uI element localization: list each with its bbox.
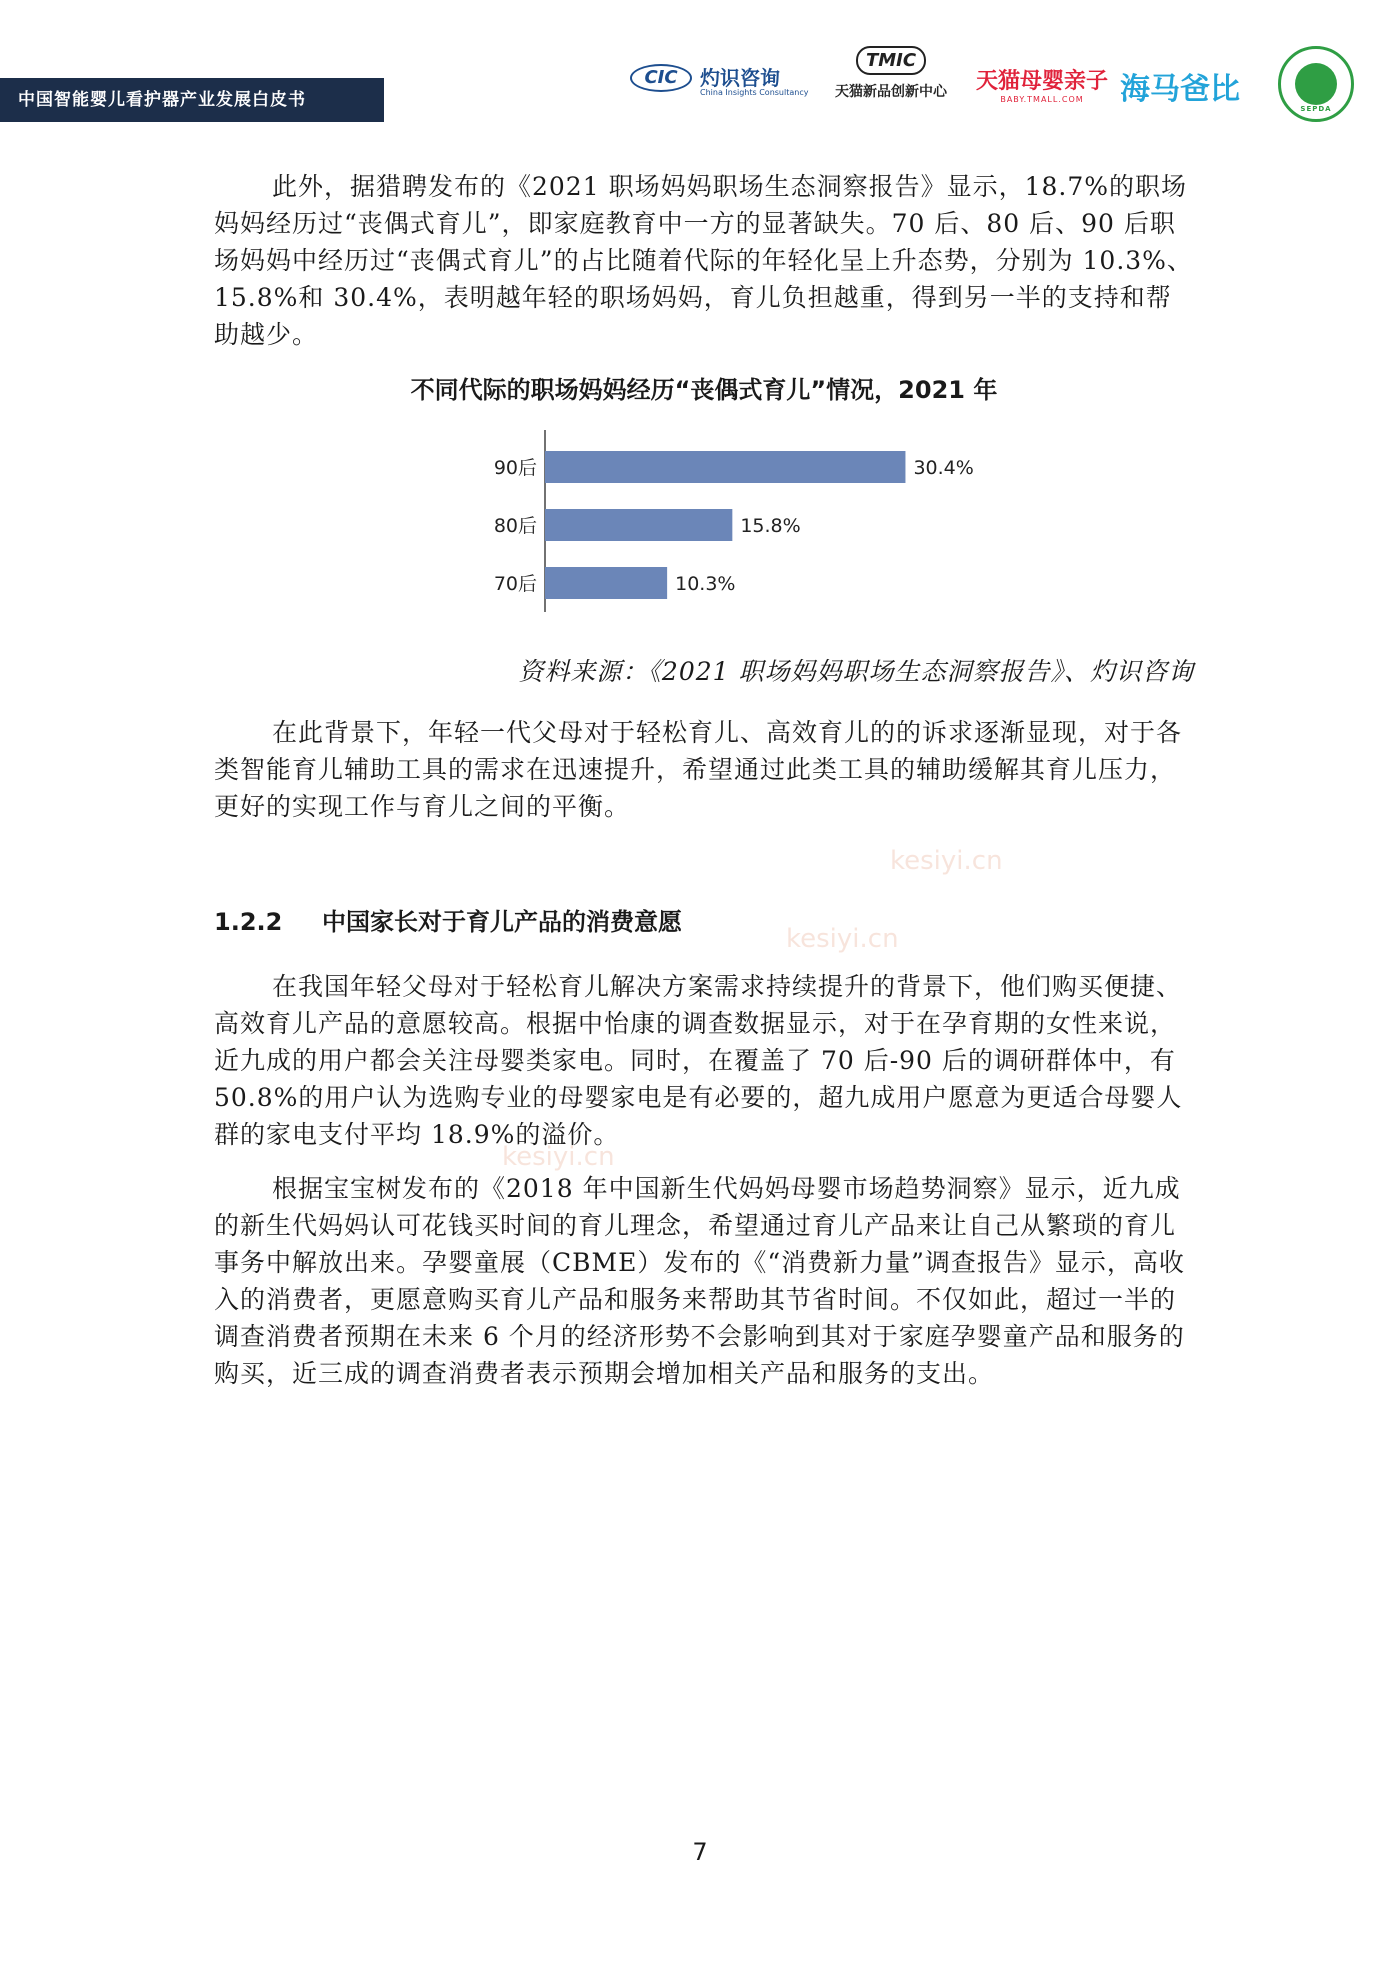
paragraph-background: 在此背景下，年轻一代父母对于轻松育儿、高效育儿的的诉求逐渐显现，对于各类智能育儿辅助工具的需求在迅速提升，希望通过此类工具的辅助缓解其育儿压力，更好的实现工作与育儿之间的平衡。	[214, 718, 1183, 821]
bar	[545, 509, 732, 541]
bar	[545, 567, 667, 599]
tmic-name-cn: 天猫新品创新中心	[835, 84, 947, 100]
cic-logo	[630, 62, 810, 102]
paragraph-dual-parenting: 此外，据猎聘发布的《2021 职场妈妈职场生态洞察报告》显示，18.7%的职场妈妈经历过“丧偶式育儿”，即家庭教育中一方的显著缺失。70 后、80 后、90 后职场妈妈中经历过“丧偶式育儿”的占比随着代际的年轻化呈上升态势，分别为 10.3%、15.8%和 30.4%，表明越年轻的职场妈妈，育儿负担越重，得到另一半的支持和帮助越少。	[214, 172, 1193, 349]
category-label: 90后	[493, 457, 537, 479]
document-title: 中国智能婴儿看护器产业发展白皮书	[18, 90, 306, 110]
value-label: 30.4%	[913, 457, 974, 479]
document-title-band	[0, 78, 384, 122]
tmic-logo	[826, 46, 956, 122]
tmic-mark: TMIC	[856, 46, 926, 75]
category-label: 70后	[493, 573, 537, 595]
sepda-name-en: SEPDA	[1300, 105, 1332, 113]
chart-source: 资料来源：《2021 职场妈妈职场生态洞察报告》、灼识咨询	[518, 657, 1194, 686]
watermark: kesiyi.cn	[502, 1142, 615, 1172]
sepda-emblem-icon	[1295, 63, 1337, 105]
partner-logos	[630, 40, 1360, 130]
watermark: kesiyi.cn	[890, 846, 1003, 876]
cic-name-en: China Insights Consultancy	[700, 88, 809, 97]
sepda-logo	[1278, 46, 1354, 122]
paragraph-babytree-report: 根据宝宝树发布的《2018 年中国新生代妈妈母婴市场趋势洞察》显示，近九成的新生代妈妈认可花钱买时间的育儿理念，希望通过育儿产品来让自己从繁琐的育儿事务中解放出来。孕婴童展（CBME）发布的《“消费新力量”调查报告》显示，高收入的消费者，更愿意购买育儿产品和服务来帮助其节省时间。不仅如此，超过一半的调查消费者预期在未来 6 个月的经济形势不会影响到其对于家庭孕婴童产品和服务的购买，近三成的调查消费者表示预期会增加相关产品和服务的支出。	[214, 1174, 1185, 1388]
category-label: 80后	[493, 515, 537, 537]
watermark: kesiyi.cn	[786, 924, 899, 954]
paragraph-consumer-willingness: 在我国年轻父母对于轻松育儿解决方案需求持续提升的背景下，他们购买便捷、高效育儿产品的意愿较高。根据中怡康的调查数据显示，对于在孕育期的女性来说，近九成的用户都会关注母婴类家电。同时，在覆盖了 70 后-90 后的调研群体中，有 50.8%的用户认为选购专业的母婴家电是有必要的，超九成用户愿意为更适合母婴人群的家电支付平均 18.9%的溢价。	[214, 972, 1183, 1149]
section-number: 1.2.2	[214, 908, 283, 936]
cic-mark: CIC	[630, 64, 692, 92]
tmall-baby-name-en: BABY.TMALL.COM	[1000, 95, 1084, 104]
value-label: 15.8%	[740, 515, 801, 537]
haima-logo: 海马爸比	[1120, 72, 1240, 107]
bar	[545, 451, 905, 483]
page-number: 7	[692, 1838, 708, 1866]
section-heading	[214, 902, 682, 937]
value-label: 10.3%	[675, 573, 736, 595]
chart-title: 不同代际的职场妈妈经历“丧偶式育儿”情况，2021 年	[410, 376, 998, 404]
cic-name-cn: 灼识咨询	[700, 66, 780, 90]
section-title: 中国家长对于育儿产品的消费意愿	[322, 908, 682, 936]
tmall-baby-name-cn: 天猫母婴亲子	[975, 69, 1108, 94]
tmall-baby-logo	[972, 64, 1112, 104]
bar-chart	[460, 430, 1020, 630]
